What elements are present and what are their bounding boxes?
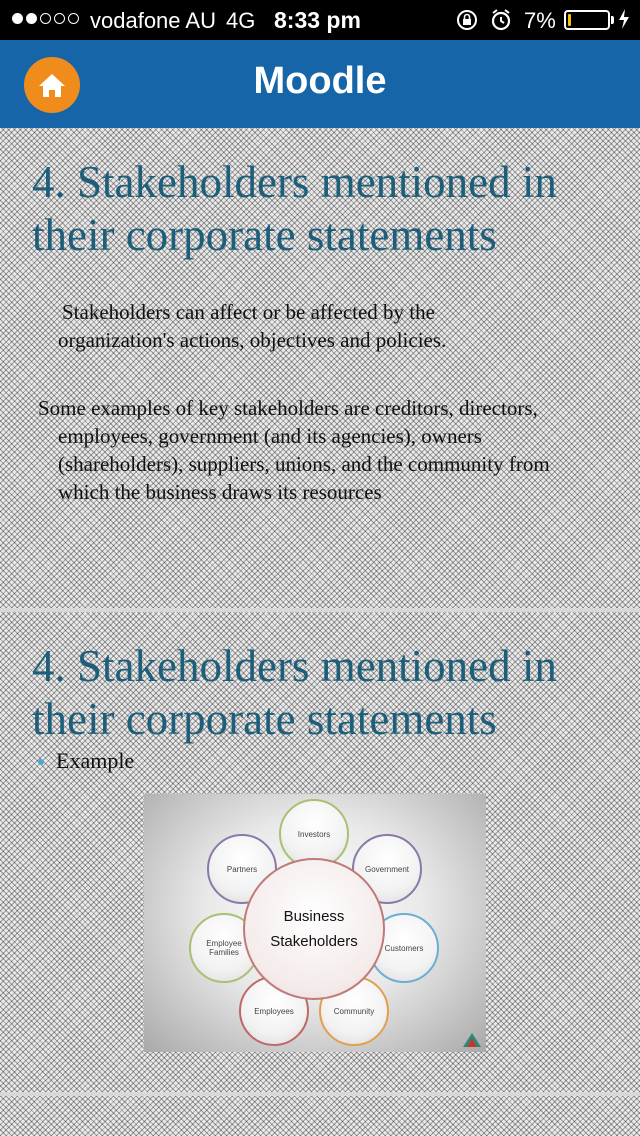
center-circle — [243, 858, 385, 1000]
app-title: Moodle — [253, 60, 387, 102]
bullet-icon — [38, 759, 44, 765]
slides-viewer[interactable] — [0, 128, 640, 1136]
slide-title: 4. Stakeholders mentioned in their corporate statements — [32, 157, 557, 260]
signal-strength-icon — [12, 13, 79, 24]
bullet-text: Example — [56, 748, 135, 773]
stakeholders-diagram — [144, 794, 486, 1052]
node-community: Community — [319, 976, 389, 1046]
slide-3 — [0, 1096, 640, 1136]
node-employee-families: Employee Families — [189, 913, 259, 983]
node-investors: Investors — [279, 799, 349, 869]
battery-icon — [564, 10, 610, 30]
status-time: 8:33 pm — [274, 7, 361, 33]
slide-title: 4. Stakeholders mentioned in their corporate statements — [32, 641, 557, 744]
center-label-line-1: Business — [283, 908, 345, 925]
center-label-line-2: Stakeholders — [270, 933, 358, 950]
slide-1 — [0, 128, 640, 608]
node-customers: Customers — [369, 913, 439, 983]
battery-tip — [611, 16, 614, 24]
charging-icon — [618, 8, 630, 36]
app-bar — [0, 40, 640, 128]
carrier-name: vodafone AU — [90, 8, 216, 33]
battery-percentage: 7% — [524, 8, 556, 33]
node-employees: Employees — [239, 976, 309, 1046]
slide-paragraph: Some examples of key stakeholders are creditors, directors, employees, government (and its agencies), owners (shareholders), suppliers, unions, and the community from which the business draws its resources — [38, 396, 550, 504]
node-government: Government — [352, 834, 422, 904]
alarm-icon — [490, 8, 512, 38]
slide-2 — [0, 612, 640, 1092]
slide-paragraph: Stakeholders can affect or be affected by the organization's actions, objectives and policies. — [58, 300, 447, 352]
network-type: 4G — [226, 8, 256, 33]
bullet-item — [38, 748, 134, 774]
rotation-lock-icon — [456, 9, 478, 37]
brand-logo-icon — [462, 1032, 482, 1048]
status-bar — [0, 0, 640, 40]
node-partners: Partners — [207, 834, 277, 904]
